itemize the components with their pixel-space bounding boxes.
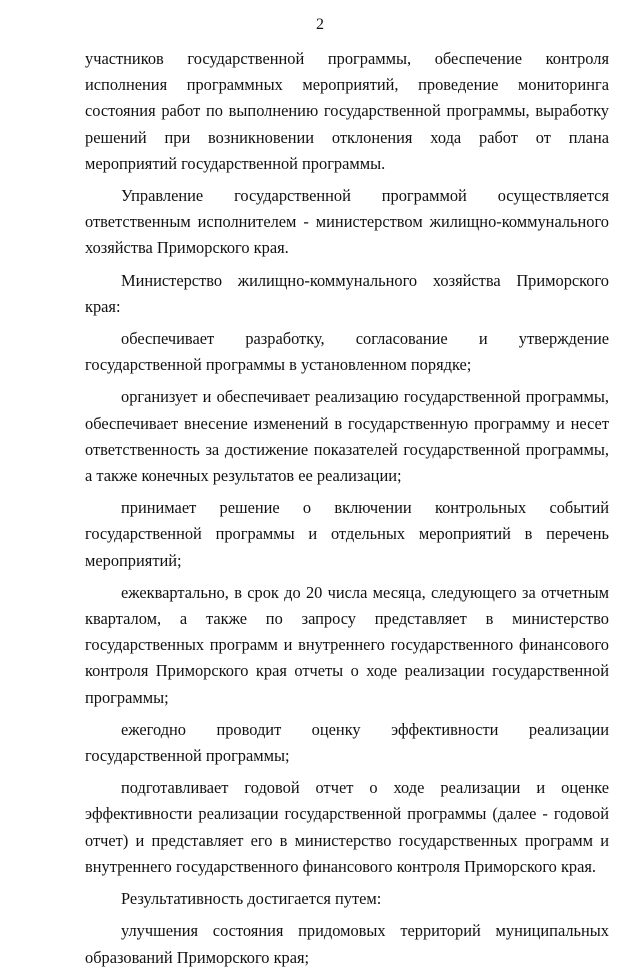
paragraph: участников государственной программы, обеспечение контроля исполнения программных мероприятий, проведение мониторинга состояния работ по выполнению государственной программы, выработку решений при возникновении отклонения хода работ от плана мероприятий государственной программы. <box>85 49 609 173</box>
paragraph: ежеквартально, в срок до 20 числа месяца, следующего за отчетным кварталом, а также по запросу представляет в министерство государственных программ и внутреннего государственного финансового контроля Приморского края отчеты о ходе реализации государственной программы; <box>85 582 609 707</box>
paragraph: организует и обеспечивает реализацию государственной программы, обеспечивает внесение изменений в государственную программу и несет ответственность за достижение показателей государственной программы, а также конечных результатов ее реализации; <box>85 387 609 486</box>
paragraph: обеспечивает разработку, согласование и утверждение государственной программы в установленном порядке; <box>85 329 609 375</box>
paragraph: Результативность достигается путем: <box>121 889 382 909</box>
paragraph: ежегодно проводит оценку эффективности реализации государственной программы; <box>85 719 609 766</box>
paragraph: улучшения состояния придомовых территорий муниципальных образований Приморского края; <box>85 921 609 967</box>
paragraph: подготавливает годовой отчет о ходе реализации и оценке эффективности реализации государственной программы (далее - годовой отчет) и представляет его в министерство государственных программ и внутреннего государственного финансового контроля Приморского края. <box>85 778 609 876</box>
paragraph: Министерство жилищно-коммунального хозяйства Приморского края: <box>85 270 609 316</box>
paragraph: Управление государственной программой осуществляется ответственным исполнителем - министерством жилищно-коммунального хозяйства Приморского края. <box>85 186 609 258</box>
body-text <box>85 46 609 977</box>
paragraph: принимает решение о включении контрольных событий государственной программы и отдельных мероприятий в перечень мероприятий; <box>85 498 609 570</box>
page-number: 2 <box>316 16 324 33</box>
